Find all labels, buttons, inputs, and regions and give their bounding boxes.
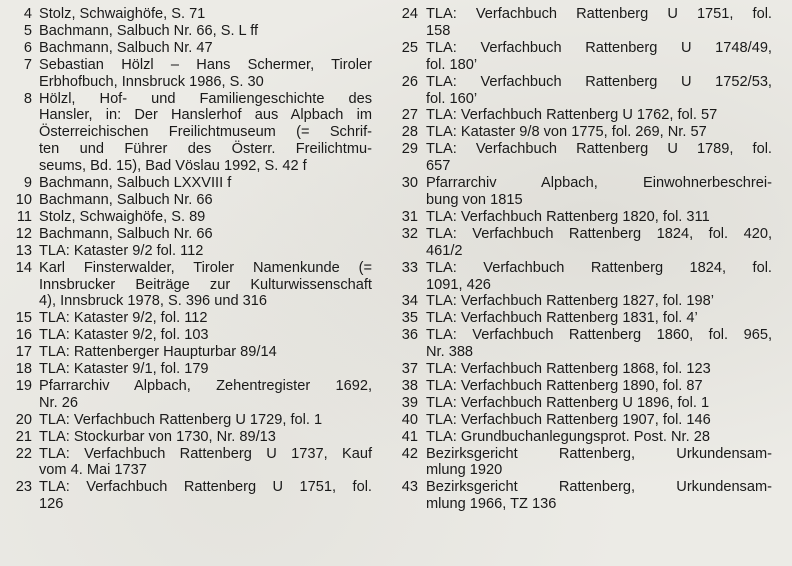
footnote [392,361,772,378]
footnote-text [426,175,772,209]
footnote-number: 5 [23,22,32,39]
footnotes-right-column [392,6,772,513]
footnote-line: TLA: Verfachbuch Rattenberg 1824, fol. 420, [426,225,772,242]
footnote-number: 13 [15,242,32,259]
footnote-text [39,23,372,40]
footnote [8,40,372,57]
footnote-text [39,209,372,226]
footnote-text [426,429,772,446]
footnote-text [39,40,372,57]
footnote-text [39,226,372,243]
footnote-line: TLA: Verfachbuch Rattenberg 1907, fol. 146 [426,411,711,428]
footnote [8,260,372,311]
footnote-text [426,412,772,429]
footnote-line: TLA: Verfachbuch Rattenberg U 1729, fol. 1 [39,411,323,428]
footnote-line: TLA: Verfachbuch Rattenberg U 1748/49, [426,39,772,56]
footnote [8,192,372,209]
footnote [392,293,772,310]
footnote [8,429,372,446]
footnote-number: 20 [15,411,32,428]
footnote-number: 40 [401,411,418,428]
footnote-line: Hansler, in: Der Hanslerhof aus Alpbach im [39,107,372,124]
footnote [392,327,772,361]
footnote-text [39,479,372,513]
footnote-text [39,91,372,176]
footnote-line: TLA: Verfachbuch Rattenberg U 1752/53, [426,73,772,90]
footnote-number: 6 [23,39,32,56]
footnote-line: 126 [39,496,64,513]
footnote-number: 17 [15,344,32,361]
footnote-text [426,6,772,40]
footnote-text [39,327,372,344]
footnote-number: 41 [401,428,418,445]
footnote [392,175,772,209]
footnote [8,479,372,513]
footnote-line: mlung 1966, TZ 136 [426,496,557,513]
footnote-number: 11 [16,208,32,225]
footnote-number: 28 [401,124,418,141]
footnote-number: 8 [23,90,32,107]
footnote [392,378,772,395]
footnote [8,310,372,327]
footnote-number: 16 [15,327,32,344]
footnote-line: TLA: Kataster 9/1, fol. 179 [39,361,209,378]
footnote-number: 31 [401,208,418,225]
footnote [392,395,772,412]
footnote-text [39,310,372,327]
footnote-line: Österreichischen Freilichtmuseum (= Schrif- [39,124,372,141]
footnote-line: Stolz, Schwaighöfe, S. 89 [39,208,206,225]
footnote-line: 158 [426,22,451,39]
footnote-line: 4), Innsbruck 1978, S. 396 und 316 [39,293,267,310]
footnote-line: Karl Finsterwalder, Tiroler Namenkunde (= [39,259,372,276]
footnote-text [39,378,372,412]
footnote-number: 21 [15,428,32,445]
footnote-text [426,107,772,124]
footnote-line: TLA: Kataster 9/2, fol. 103 [39,327,209,344]
footnote [8,327,372,344]
footnote [392,310,772,327]
footnote [8,243,372,260]
footnote-number: 24 [401,6,418,22]
footnote-line: Bezirksgericht Rattenberg, Urkundensam- [426,445,772,462]
footnote-line: Stolz, Schwaighöfe, S. 71 [39,6,206,22]
footnote-text [39,446,372,480]
footnote-text [39,243,372,260]
footnote [392,429,772,446]
footnote-line: Pfarrarchiv Alpbach, Zehentregister 1692, [39,377,372,394]
footnote-number: 42 [401,445,418,462]
footnote-line: TLA: Verfachbuch Rattenberg 1824, fol. [426,259,772,276]
footnote-line: TLA: Verfachbuch Rattenberg U 1896, fol. 1 [426,394,710,411]
footnote [392,412,772,429]
footnote [8,57,372,91]
footnote-line: Bachmann, Salbuch LXXVIII f [39,175,232,192]
footnote [8,446,372,480]
footnote-line: TLA: Verfachbuch Rattenberg U 1751, fol. [426,6,772,22]
footnote-number: 9 [23,175,32,192]
footnote [392,124,772,141]
footnote-number: 33 [401,259,418,276]
footnote-text [426,327,772,361]
footnote-line: vom 4. Mai 1737 [39,462,147,479]
footnote-line: Erbhofbuch, Innsbruck 1986, S. 30 [39,73,264,90]
footnote-line: Bezirksgericht Rattenberg, Urkundensam- [426,479,772,496]
footnote-number: 43 [401,479,418,496]
footnote-line: TLA: Verfachbuch Rattenberg 1860, fol. 965, [426,327,772,344]
footnote [392,446,772,480]
footnote-number: 22 [15,445,32,462]
footnote-number: 37 [401,361,418,378]
footnote-line: TLA: Grundbuchanlegungsprot. Post. Nr. 28 [426,428,710,445]
footnote-number: 15 [15,310,32,327]
footnote [8,91,372,176]
footnote [392,6,772,40]
footnote-text [39,429,372,446]
footnote-line: TLA: Kataster 9/2 fol. 112 [39,242,204,259]
footnote-line: fol. 160’ [426,90,478,107]
footnote-text [39,57,372,91]
footnote-text [426,293,772,310]
footnote-number: 18 [15,361,32,378]
footnote-line: TLA: Kataster 9/2, fol. 112 [39,310,208,327]
footnote-number: 12 [15,225,32,242]
footnote-text [426,310,772,327]
footnote-line: Nr. 388 [426,344,474,361]
footnote [392,40,772,74]
footnote-number: 30 [401,175,418,192]
footnote [8,412,372,429]
footnote [8,344,372,361]
footnote [392,226,772,260]
footnote-line: TLA: Rattenberger Haupturbar 89/14 [39,344,277,361]
footnote-line: Nr. 26 [39,394,78,411]
footnote [392,107,772,124]
footnote-text [39,361,372,378]
footnote-number: 19 [15,377,32,394]
footnote-text [426,74,772,108]
footnote-line: seums, Bd. 15), Bad Vöslau 1992, S. 42 f [39,158,307,175]
footnote-line: bung von 1815 [426,191,523,208]
footnote [8,23,372,40]
footnote-number: 7 [23,56,32,73]
footnote-line: 1091, 426 [426,276,491,293]
footnote-line: TLA: Verfachbuch Rattenberg 1868, fol. 123 [426,361,711,378]
footnote-line: Pfarrarchiv Alpbach, Einwohnerbeschrei- [426,175,772,192]
footnote-text [39,412,372,429]
footnote [8,226,372,243]
footnote-line: TLA: Stockurbar von 1730, Nr. 89/13 [39,428,276,445]
footnote-line: 657 [426,158,451,175]
footnote-line: TLA: Verfachbuch Rattenberg U 1751, fol. [39,479,372,496]
footnote-line: Bachmann, Salbuch Nr. 66 [39,225,213,242]
footnote [392,141,772,175]
footnote-text [426,141,772,175]
footnote-number: 32 [401,225,418,242]
footnote-number: 39 [401,394,418,411]
footnote-number: 34 [401,293,418,310]
footnote-line: TLA: Verfachbuch Rattenberg U 1789, fol. [426,141,772,158]
footnote-line: fol. 180’ [426,56,478,73]
footnote [8,6,372,23]
footnote-text [426,40,772,74]
footnote-text [426,226,772,260]
footnote-line: TLA: Verfachbuch Rattenberg U 1762, fol. 57 [426,107,718,124]
footnote-number: 10 [15,191,32,208]
footnote-line: 461/2 [426,242,463,259]
footnote-text [39,260,372,311]
footnote-number: 14 [15,259,32,276]
footnote-text [426,479,772,513]
footnote-number: 36 [401,327,418,344]
footnote-text [426,209,772,226]
footnote [8,378,372,412]
footnote [392,74,772,108]
footnote-text [426,124,772,141]
footnote-text [426,361,772,378]
footnote-line: TLA: Verfachbuch Rattenberg 1890, fol. 87 [426,377,703,394]
footnote-line: Bachmann, Salbuch Nr. 66 [39,191,213,208]
footnote-number: 38 [401,377,418,394]
footnote-line: Hölzl, Hof- und Familiengeschichte des [39,90,372,107]
footnote-text [426,378,772,395]
footnote-text [39,344,372,361]
footnote-line: TLA: Verfachbuch Rattenberg 1820, fol. 311 [426,208,710,225]
footnote-line: TLA: Verfachbuch Rattenberg U 1737, Kauf [39,445,372,462]
footnote-line: TLA: Verfachbuch Rattenberg 1827, fol. 198’ [426,293,715,310]
footnote-line: Sebastian Hölzl – Hans Schermer, Tiroler [39,56,372,73]
footnote-number: 27 [401,107,418,124]
footnote-text [426,446,772,480]
footnote-number: 35 [401,310,418,327]
footnote [8,361,372,378]
footnote [8,209,372,226]
footnote-line: ten und Führer des Österr. Freilichtmu- [39,141,372,158]
footnote-number: 4 [23,6,32,22]
footnote-number: 23 [15,479,32,496]
footnote-line: Bachmann, Salbuch Nr. 66, S. L ff [39,22,259,39]
footnote-line: TLA: Verfachbuch Rattenberg 1831, fol. 4’ [426,310,698,327]
footnote-text [39,6,372,23]
footnote [392,209,772,226]
footnotes-left-column [8,6,372,513]
footnote-line: TLA: Kataster 9/8 von 1775, fol. 269, Nr. 57 [426,124,707,141]
footnote-text [39,192,372,209]
footnote-number: 25 [401,39,418,56]
footnote [8,175,372,192]
footnote-line: Bachmann, Salbuch Nr. 47 [39,39,213,56]
footnote-line: Innsbrucker Beiträge zur Kulturwissenschaft [39,276,372,293]
footnote-number: 29 [401,141,418,158]
footnote-text [39,175,372,192]
footnote-number: 26 [401,73,418,90]
footnote-text [426,395,772,412]
footnote-line: mlung 1920 [426,462,503,479]
footnote [392,260,772,294]
footnote [392,479,772,513]
footnote-text [426,260,772,294]
